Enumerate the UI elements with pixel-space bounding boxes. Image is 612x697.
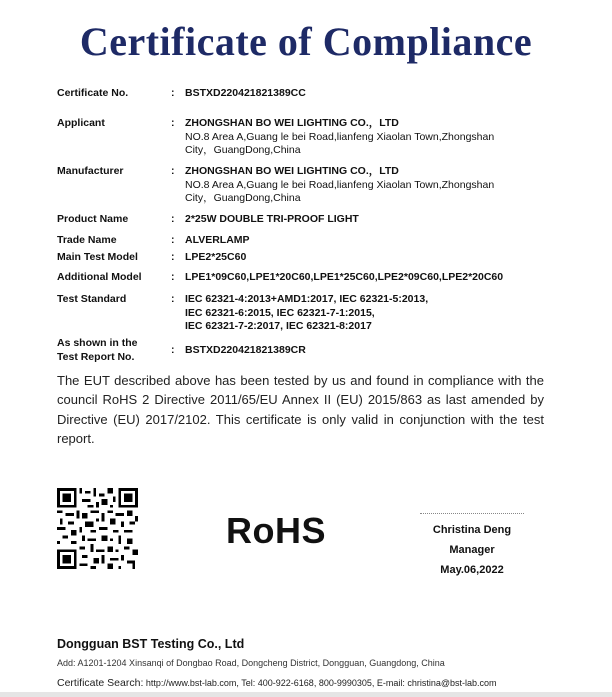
- manufacturer-address-line1: NO.8 Area A,Guang le bei Road,lianfeng Xiaolan Town,Zhongshan: [185, 178, 495, 191]
- value-manufacturer: [185, 165, 555, 206]
- bottom-band: [0, 692, 612, 697]
- label-product-name: Product Name: [57, 213, 129, 225]
- colon: :: [171, 87, 175, 99]
- test-standard-line3: IEC 62321-7-2:2017, IEC 62321-8:2017: [185, 320, 372, 332]
- certificate-search-label: Certificate Search:: [57, 677, 144, 689]
- label-main-test-model: Main Test Model: [57, 251, 138, 263]
- signature-line: [420, 513, 524, 514]
- colon: :: [171, 251, 175, 263]
- value-certificate-no: BSTXD220421821389CC: [185, 87, 306, 99]
- compliance-statement: The EUT described above has been tested by us and found in compliance with the council RoHS 2 Directive 2011/65/EU Annex II (EU) 2015/863 as last amended by Directive (EU) 2017/2102. This certificate is only valid in conjunction with the test report.: [57, 373, 544, 447]
- value-trade-name: ALVERLAMP: [185, 234, 250, 246]
- test-standard-line2: IEC 62321-6:2015, IEC 62321-7-1:2015,: [185, 306, 375, 319]
- manufacturer-name: ZHONGSHAN BO WEI LIGHTING CO.，LTD: [185, 165, 399, 177]
- colon: :: [171, 165, 175, 177]
- label-applicant: Applicant: [57, 117, 105, 129]
- certificate-title: Certificate of Compliance: [79, 19, 533, 64]
- value-additional-model: LPE1*09C60,LPE1*20C60,LPE1*25C60,LPE2*09C60,LPE2*20C60: [185, 271, 504, 283]
- issuer-address: Add: A1201-1204 Xinsanqi of Dongbao Road, Dongcheng District, Dongguan, Guangdong, China: [57, 658, 445, 668]
- colon: :: [171, 234, 175, 246]
- label-test-report-line1: As shown in the: [57, 337, 138, 349]
- colon: :: [171, 117, 175, 129]
- issuer-company: Dongguan BST Testing Co., Ltd: [57, 637, 245, 651]
- value-test-report-no: BSTXD220421821389CR: [185, 344, 306, 356]
- applicant-name: ZHONGSHAN BO WEI LIGHTING CO.，LTD: [185, 117, 399, 129]
- colon: :: [171, 344, 175, 356]
- value-test-standard: [185, 293, 555, 334]
- label-trade-name: Trade Name: [57, 234, 117, 246]
- colon: :: [171, 293, 175, 305]
- label-certificate-no: Certificate No.: [57, 87, 129, 99]
- label-test-standard: Test Standard: [57, 293, 127, 305]
- value-product-name: 2*25W DOUBLE TRI-PROOF LIGHT: [185, 213, 359, 225]
- applicant-address-line1: NO.8 Area A,Guang le bei Road,lianfeng Xiaolan Town,Zhongshan: [185, 130, 495, 143]
- label-additional-model: Additional Model: [57, 271, 142, 283]
- label-manufacturer: Manufacturer: [57, 165, 124, 177]
- manufacturer-address-line2: City，GuangDong,China: [185, 192, 301, 204]
- applicant-address-line2: City，GuangDong,China: [185, 144, 301, 156]
- value-main-test-model: LPE2*25C60: [185, 251, 247, 263]
- rohs-logo: RoHS: [226, 510, 326, 551]
- signatory-name: Christina Deng: [432, 524, 512, 536]
- signatory-title: Manager: [449, 544, 495, 556]
- value-applicant: [185, 117, 555, 158]
- contact-details[interactable]: http://www.bst-lab.com, Tel: 400-922-6168, 800-9990305, E-mail: christina@bst-lab.com: [145, 678, 497, 688]
- test-standard-line1: IEC 62321-4:2013+AMD1:2017, IEC 62321-5:2013,: [185, 293, 429, 305]
- colon: :: [171, 271, 175, 283]
- label-test-report-no: [57, 337, 167, 364]
- issuer-contact: [57, 677, 497, 689]
- signatory-date: May.06,2022: [440, 564, 504, 576]
- qr-code-icon[interactable]: [57, 488, 138, 569]
- label-test-report-line2: Test Report No.: [57, 350, 135, 363]
- colon: :: [171, 213, 175, 225]
